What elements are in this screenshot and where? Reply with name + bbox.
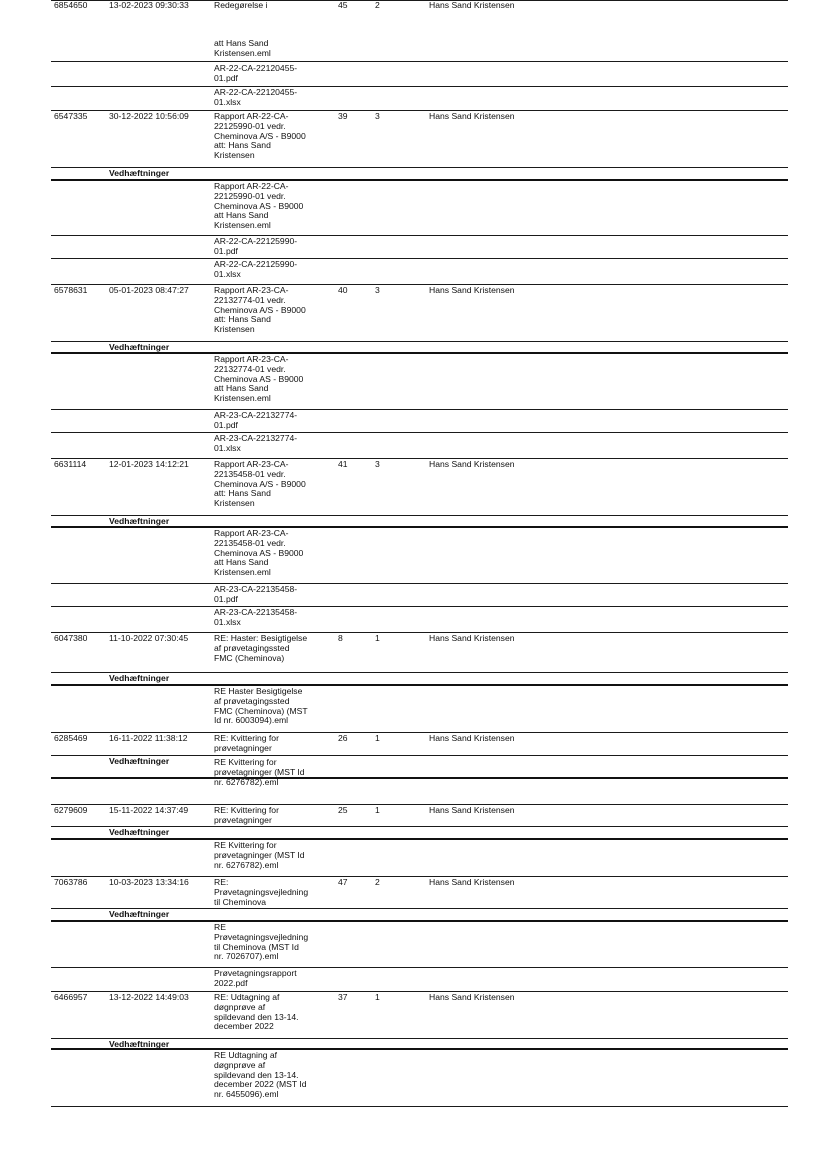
record-id: 6854650 bbox=[54, 0, 88, 10]
record-name: Hans Sand Kristensen bbox=[429, 459, 515, 469]
attachments-label: Vedhæftninger bbox=[109, 342, 170, 352]
attachment-filename-line: døgnprøve af bbox=[214, 1059, 266, 1070]
attachment-filename-line: Id nr. 6003094).eml bbox=[214, 715, 289, 726]
attachment-filename bbox=[214, 585, 326, 605]
record-number: 41 bbox=[338, 459, 348, 469]
record-id: 7063786 bbox=[54, 877, 88, 887]
attachment-filename-line: RE bbox=[214, 922, 226, 932]
record-subject bbox=[214, 734, 326, 754]
record-count: 1 bbox=[375, 992, 380, 1002]
record-subject-line: Cheminova A/S - B9000 bbox=[214, 130, 306, 141]
attachment-filename-line: Cheminova AS - B9000 bbox=[214, 373, 304, 384]
record-subject-line: til Cheminova bbox=[214, 896, 267, 907]
record-subject bbox=[214, 993, 326, 1032]
attachment-filename-line: nr. 6276782).eml bbox=[214, 859, 279, 870]
record-count: 2 bbox=[375, 877, 380, 887]
table-row bbox=[51, 805, 788, 827]
attachment-row bbox=[51, 1050, 788, 1107]
attachment-filename-line: RE Kvittering for bbox=[214, 757, 277, 767]
record-name: Hans Sand Kristensen bbox=[429, 111, 515, 121]
attachment-filename-line: Kristensen.eml bbox=[214, 47, 271, 58]
record-id: 6047380 bbox=[54, 633, 88, 643]
record-subject-line: Kristensen bbox=[214, 150, 255, 161]
attachments-label: Vedhæftninger bbox=[109, 1039, 170, 1049]
table-row bbox=[51, 111, 788, 168]
record-subject-line: af prøvetagingssted bbox=[214, 642, 290, 653]
attachment-filename-line: 01.xlsx bbox=[214, 442, 241, 453]
attachment-filename-line: Cheminova AS - B9000 bbox=[214, 200, 304, 211]
attachments-header-row bbox=[51, 909, 788, 922]
record-subject-line: Cheminova A/S - B9000 bbox=[214, 478, 306, 489]
attachment-row bbox=[51, 968, 788, 992]
record-number: 47 bbox=[338, 877, 348, 887]
record-subject-line: prøvetagninger bbox=[214, 814, 272, 825]
record-subject-line: Redegørelse i bbox=[214, 0, 268, 10]
record-subject bbox=[214, 1, 326, 11]
record-count: 3 bbox=[375, 285, 380, 295]
attachment-filename bbox=[214, 434, 326, 454]
record-datetime: 05-01-2023 08:47:27 bbox=[109, 285, 189, 295]
record-name: Hans Sand Kristensen bbox=[429, 733, 515, 743]
record-subject-line: RE: bbox=[214, 877, 229, 887]
attachment-filename bbox=[214, 687, 326, 726]
record-count: 1 bbox=[375, 733, 380, 743]
record-datetime: 11-10-2022 07:30:45 bbox=[109, 633, 189, 643]
attachment-filename-line: 22132774-01 vedr. bbox=[214, 363, 286, 374]
attachment-row bbox=[51, 410, 788, 433]
attachment-filename-line: nr. 7026707).eml bbox=[214, 951, 279, 962]
record-subject bbox=[214, 112, 326, 161]
attachments-label: Vedhæftninger bbox=[109, 756, 170, 766]
record-datetime: 15-11-2022 14:37:49 bbox=[109, 805, 189, 815]
record-subject-line: FMC (Cheminova) bbox=[214, 652, 285, 663]
record-subject-line: att: Hans Sand bbox=[214, 140, 271, 151]
record-number: 25 bbox=[338, 805, 348, 815]
record-count: 1 bbox=[375, 805, 380, 815]
attachment-filename-line: FMC (Cheminova) (MST bbox=[214, 705, 308, 716]
record-id: 6547335 bbox=[54, 111, 88, 121]
attachments-label: Vedhæftninger bbox=[109, 909, 170, 919]
attachment-filename bbox=[214, 608, 326, 628]
attachment-filename-line: 2022.pdf bbox=[214, 977, 248, 988]
attachment-filename-line: 01.pdf bbox=[214, 245, 238, 256]
attachment-filename-line: AR-22-CA-22120455- bbox=[214, 63, 298, 73]
record-number: 26 bbox=[338, 733, 348, 743]
record-number: 40 bbox=[338, 285, 348, 295]
table-row bbox=[51, 992, 788, 1039]
attachment-row bbox=[51, 354, 788, 410]
attachments-label: Vedhæftninger bbox=[109, 168, 170, 178]
attachment-filename-line: prøvetagninger (MST Id bbox=[214, 766, 305, 777]
record-datetime: 13-02-2023 09:30:33 bbox=[109, 0, 189, 10]
record-number: 39 bbox=[338, 111, 348, 121]
record-subject-line: 22132774-01 vedr. bbox=[214, 294, 286, 305]
record-id: 6279609 bbox=[54, 805, 88, 815]
attachment-row bbox=[51, 181, 788, 236]
attachment-filename-line: Rapport AR-23-CA- bbox=[214, 354, 289, 364]
record-subject bbox=[214, 806, 326, 826]
record-subject bbox=[214, 634, 326, 663]
attachment-filename bbox=[214, 237, 326, 257]
record-subject bbox=[214, 460, 326, 509]
record-subject-line: Rapport AR-23-CA- bbox=[214, 285, 289, 295]
record-name: Hans Sand Kristensen bbox=[429, 877, 515, 887]
attachment-filename-line: 22135458-01 vedr. bbox=[214, 537, 286, 548]
record-number: 37 bbox=[338, 992, 348, 1002]
attachment-filename-line: att Hans Sand bbox=[214, 557, 269, 568]
attachments-label: Vedhæftninger bbox=[109, 827, 170, 837]
attachment-filename-line: Rapport AR-22-CA- bbox=[214, 181, 289, 191]
attachment-filename-line: AR-23-CA-22132774- bbox=[214, 433, 298, 443]
attachment-filename bbox=[214, 758, 326, 787]
attachment-filename-line: 01.pdf bbox=[214, 419, 238, 430]
attachment-filename-line: 22125990-01 vedr. bbox=[214, 190, 286, 201]
attachments-label: Vedhæftninger bbox=[109, 673, 170, 683]
record-subject-line: Rapport AR-22-CA- bbox=[214, 111, 289, 121]
record-id: 6631114 bbox=[54, 459, 87, 469]
attachment-filename bbox=[214, 1051, 326, 1100]
attachment-filename bbox=[214, 411, 326, 431]
record-datetime: 12-01-2023 14:12:21 bbox=[109, 459, 189, 469]
table-row bbox=[51, 0, 788, 10]
attachment-filename bbox=[214, 64, 326, 84]
attachment-filename-line: AR-23-CA-22135458- bbox=[214, 607, 298, 617]
attachment-filename-line: Kristensen.eml bbox=[214, 393, 271, 404]
record-datetime: 10-03-2023 13:34:16 bbox=[109, 877, 189, 887]
attachment-filename-line: Rapport AR-23-CA- bbox=[214, 528, 289, 538]
attachment-filename bbox=[214, 182, 326, 231]
attachment-row bbox=[51, 686, 788, 733]
attachments-header-row bbox=[51, 827, 788, 840]
attachment-filename-line: nr. 6276782).eml bbox=[214, 776, 279, 787]
attachment-filename-line: AR-23-CA-22132774- bbox=[214, 410, 298, 420]
attachments-header-row bbox=[51, 168, 788, 181]
attachment-row bbox=[51, 259, 788, 285]
attachment-filename bbox=[214, 39, 326, 59]
record-id: 6578631 bbox=[54, 285, 88, 295]
attachment-filename-line: att Hans Sand bbox=[214, 210, 269, 221]
record-subject-line: att: Hans Sand bbox=[214, 314, 271, 325]
attachment-row bbox=[51, 757, 788, 805]
record-subject-line: 22135458-01 vedr. bbox=[214, 468, 286, 479]
record-name: Hans Sand Kristensen bbox=[429, 0, 515, 10]
attachment-filename-line: att Hans Sand bbox=[214, 383, 269, 394]
record-subject-line: att: Hans Sand bbox=[214, 488, 271, 499]
attachment-filename-line: 01.xlsx bbox=[214, 268, 241, 279]
attachment-filename-line: 01.xlsx bbox=[214, 616, 241, 627]
record-name: Hans Sand Kristensen bbox=[429, 805, 515, 815]
attachment-filename-line: Kristensen.eml bbox=[214, 567, 271, 578]
attachment-filename-line: spildevand den 13-14. bbox=[214, 1069, 299, 1080]
record-subject-line: RE: Kvittering for bbox=[214, 805, 279, 815]
record-subject-line: Rapport AR-23-CA- bbox=[214, 459, 289, 469]
attachment-filename bbox=[214, 260, 326, 280]
attachment-row bbox=[51, 236, 788, 259]
attachments-header-row bbox=[51, 342, 788, 354]
attachment-filename-line: 01.pdf bbox=[214, 593, 238, 604]
record-count: 3 bbox=[375, 111, 380, 121]
table-row bbox=[51, 633, 788, 673]
record-subject-line: prøvetagninger bbox=[214, 742, 272, 753]
attachment-filename-line: december 2022 (MST Id bbox=[214, 1079, 307, 1090]
record-subject-line: Prøvetagningsvejledning bbox=[214, 886, 309, 897]
record-number: 45 bbox=[338, 0, 348, 10]
attachment-filename-line: til Cheminova (MST Id bbox=[214, 941, 299, 952]
attachment-row bbox=[51, 840, 788, 877]
attachment-filename bbox=[214, 88, 326, 108]
record-subject-line: spildevand den 13-14. bbox=[214, 1011, 299, 1022]
attachment-filename-line: Prøvetagningsvejledning bbox=[214, 931, 309, 942]
attachment-filename-line: AR-22-CA-22125990- bbox=[214, 236, 298, 246]
record-subject-line: december 2022 bbox=[214, 1021, 274, 1032]
record-subject-line: Cheminova A/S - B9000 bbox=[214, 304, 306, 315]
record-datetime: 13-12-2022 14:49:03 bbox=[109, 992, 189, 1002]
attachments-header-row bbox=[51, 673, 788, 686]
record-id: 6285469 bbox=[54, 733, 88, 743]
attachment-filename-line: RE Haster Besigtigelse bbox=[214, 686, 303, 696]
attachment-row bbox=[51, 607, 788, 633]
attachment-filename-line: af prøvetagingssted bbox=[214, 695, 290, 706]
record-count: 1 bbox=[375, 633, 380, 643]
table-row bbox=[51, 285, 788, 342]
attachment-filename bbox=[214, 841, 326, 870]
record-count: 3 bbox=[375, 459, 380, 469]
record-subject-line: RE: Kvittering for bbox=[214, 733, 279, 743]
record-count: 2 bbox=[375, 0, 380, 10]
attachment-filename-line: Prøvetagningsrapport bbox=[214, 968, 297, 978]
attachment-row bbox=[51, 584, 788, 607]
record-name: Hans Sand Kristensen bbox=[429, 285, 515, 295]
table-row bbox=[51, 459, 788, 516]
record-subject bbox=[214, 286, 326, 335]
attachment-row bbox=[51, 63, 788, 87]
attachment-filename bbox=[214, 355, 326, 404]
attachments-header-row bbox=[51, 1039, 788, 1050]
record-datetime: 16-11-2022 11:38:12 bbox=[109, 733, 188, 743]
record-subject bbox=[214, 878, 326, 907]
attachment-filename-line: Cheminova AS - B9000 bbox=[214, 547, 304, 558]
attachment-filename bbox=[214, 529, 326, 578]
record-name: Hans Sand Kristensen bbox=[429, 992, 515, 1002]
attachment-filename-line: 01.xlsx bbox=[214, 96, 241, 107]
attachment-filename-line: prøvetagninger (MST Id bbox=[214, 849, 305, 860]
attachment-filename-line: nr. 6455096).eml bbox=[214, 1089, 279, 1100]
record-datetime: 30-12-2022 10:56:09 bbox=[109, 111, 189, 121]
record-subject-line: RE: Haster: Besigtigelse bbox=[214, 633, 308, 643]
attachments-header-row bbox=[51, 516, 788, 528]
attachment-row bbox=[51, 38, 788, 62]
record-name: Hans Sand Kristensen bbox=[429, 633, 515, 643]
attachments-label: Vedhæftninger bbox=[109, 516, 170, 526]
record-subject-line: RE: Udtagning af bbox=[214, 992, 280, 1002]
record-subject-line: døgnprøve af bbox=[214, 1001, 266, 1012]
record-subject-line: Kristensen bbox=[214, 498, 255, 509]
attachment-filename-line: att Hans Sand bbox=[214, 38, 269, 48]
record-subject-line: 22125990-01 vedr. bbox=[214, 120, 286, 131]
attachment-row bbox=[51, 87, 788, 111]
record-subject-line: Kristensen bbox=[214, 324, 255, 335]
attachment-filename-line: AR-22-CA-22120455- bbox=[214, 87, 298, 97]
table-row bbox=[51, 877, 788, 909]
attachment-filename bbox=[214, 969, 326, 989]
attachment-filename-line: AR-23-CA-22135458- bbox=[214, 584, 298, 594]
attachment-filename-line: RE Kvittering for bbox=[214, 840, 277, 850]
record-number: 8 bbox=[338, 633, 343, 643]
attachment-filename-line: AR-22-CA-22125990- bbox=[214, 259, 298, 269]
attachment-row bbox=[51, 922, 788, 968]
attachment-row bbox=[51, 433, 788, 459]
attachment-filename bbox=[214, 923, 326, 962]
table-row bbox=[51, 733, 788, 756]
attachment-filename-line: RE Udtagning af bbox=[214, 1050, 278, 1060]
attachment-filename-line: 01.pdf bbox=[214, 72, 238, 83]
attachment-row bbox=[51, 528, 788, 584]
attachment-filename-line: Kristensen.eml bbox=[214, 220, 271, 231]
record-id: 6466957 bbox=[54, 992, 88, 1002]
